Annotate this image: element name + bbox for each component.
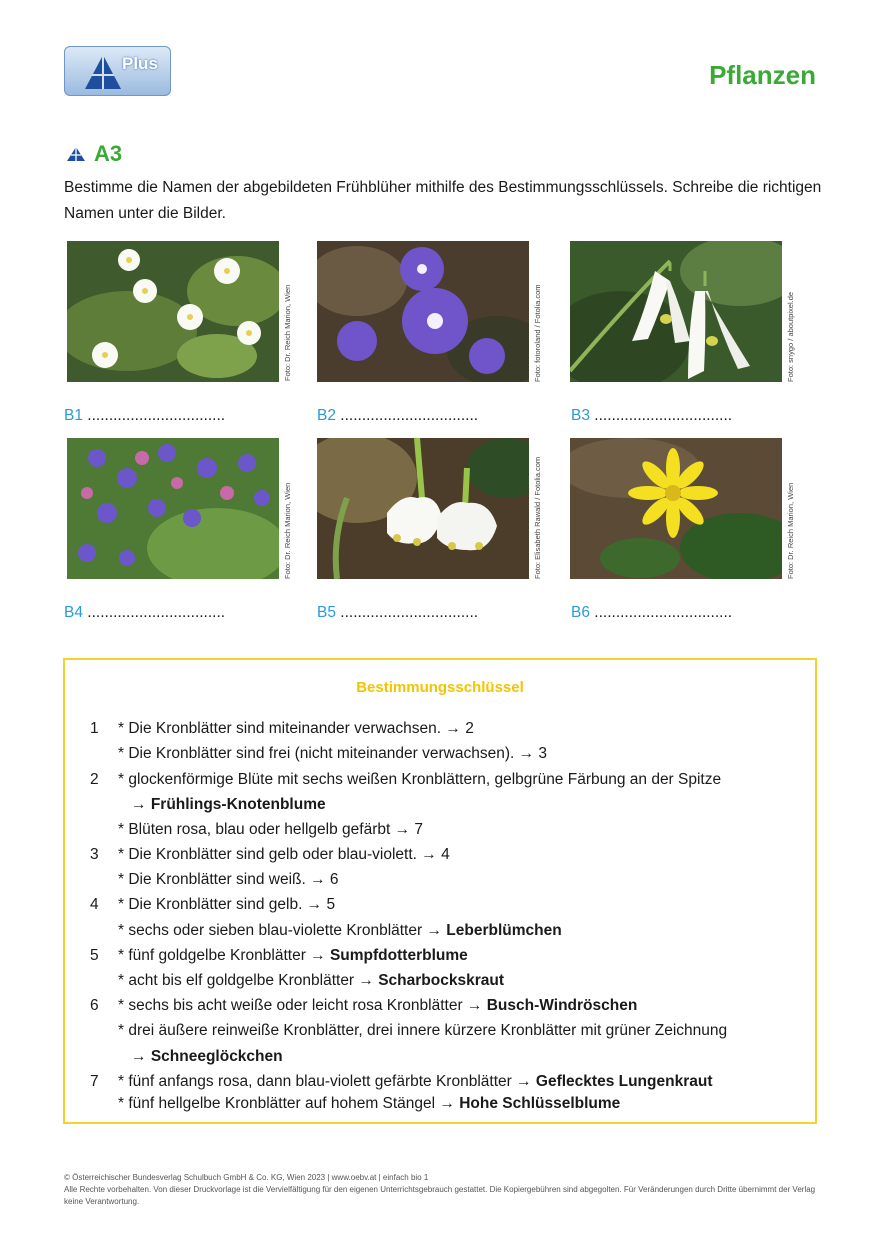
triangle-icon [66, 146, 86, 162]
answer-label: B2 [317, 407, 336, 424]
key-step-number: 1 [90, 720, 99, 737]
answer-line-b1[interactable] [64, 407, 225, 425]
key-row [118, 1073, 712, 1091]
answer-blank: ................................ [87, 407, 226, 424]
photo-b2-hepatica [317, 241, 529, 382]
key-step-number: 7 [90, 1073, 99, 1090]
key-row [118, 720, 474, 738]
task-instruction: Bestimme die Namen der abgebildeten Frühblüher mithilfe des Bestimmungsschlüssels. Schreibe die richtigen Namen unter die Bilder. [64, 179, 822, 222]
footer-copyright: © Österreichischer Bundesverlag Schulbuch GmbH & Co. KG, Wien 2023 | www.oebv.at | einfach bio 1 [64, 1173, 429, 1182]
key-step-number: 6 [90, 997, 99, 1014]
answer-label: B5 [317, 604, 336, 621]
key-row-text: * drei äußere reinweiße Kronblätter, drei innere kürzere Kronblätter mit grüner Zeichnung [118, 1022, 728, 1039]
triangle-logo-icon [83, 53, 123, 91]
key-row [118, 947, 468, 965]
answer-label: B4 [64, 604, 83, 621]
key-row-text: * Blüten rosa, blau oder hellgelb gefärbt → 7 [118, 821, 424, 838]
key-row-text: * sechs oder sieben blau-violette Kronblätter → [118, 922, 447, 939]
key-row-text: * sechs bis acht weiße oder leicht rosa Kronblätter → [118, 997, 487, 1014]
photo-b4-lungwort [67, 438, 279, 579]
footer-rights: Alle Rechte vorbehalten. Von dieser Druckvorlage ist die Vervielfältigung für den eigenen Unterrichtsgebrauch gestattet. Die Kopiergebühren sind abgegolten. Für Veränderungen durch Dritte übernimmt der Verlag keine Verantwortung. [64, 1185, 816, 1206]
key-result-species: Leberblümchen [446, 922, 562, 939]
answer-line-b5[interactable] [317, 604, 478, 622]
key-row [118, 896, 335, 914]
photo-b5-snowflake [317, 438, 529, 579]
photo-credit: Foto: fotoroland / Fotolia.com [533, 284, 542, 382]
answer-line-b6[interactable] [571, 604, 732, 622]
key-row [131, 796, 326, 814]
key-row-text: * fünf goldgelbe Kronblätter → [118, 947, 330, 964]
answer-blank: ................................ [594, 604, 733, 621]
key-row [118, 922, 562, 940]
key-result-species: Busch-Windröschen [486, 997, 638, 1014]
key-row [131, 1048, 283, 1066]
key-row [118, 1022, 727, 1040]
key-row-text: * Die Kronblätter sind gelb oder blau-violett. → 4 [118, 846, 450, 863]
key-step-number: 4 [90, 896, 99, 913]
photo-credit: Foto: Elisabeth Rawald / Fotolia.com [533, 456, 542, 579]
answer-blank: ................................ [87, 604, 226, 621]
answer-label: B6 [571, 604, 590, 621]
key-result-species: Schneeglöckchen [150, 1048, 283, 1065]
photo-credit: Foto: Dr. Reich Marion, Wien [283, 482, 292, 579]
key-step-number: 5 [90, 947, 99, 964]
plus-logo [64, 46, 171, 96]
key-row-text: * fünf hellgelbe Kronblätter auf hohem Stängel → [118, 1095, 460, 1112]
key-row [118, 821, 423, 839]
photo-credit: Foto: Dr. Reich Marion, Wien [283, 284, 292, 381]
key-row [118, 745, 547, 763]
key-row-text: * fünf anfangs rosa, dann blau-violett gefärbte Kronblätter → [118, 1073, 536, 1090]
photo-b3-snowdrop [570, 241, 782, 382]
photo-b6-celandine [570, 438, 782, 579]
key-result-species: Geflecktes Lungenkraut [535, 1073, 713, 1090]
subject-title: Pflanzen [709, 60, 816, 90]
key-row [118, 997, 637, 1015]
key-row [118, 846, 450, 864]
key-row-text: → [131, 796, 151, 813]
task-code: A3 [94, 141, 123, 166]
photo-credit: Foto: Dr. Reich Marion, Wien [786, 482, 795, 579]
key-row [118, 1095, 620, 1113]
key-row-text: * acht bis elf goldgelbe Kronblätter → [118, 972, 379, 989]
key-row-text: * glockenförmige Blüte mit sechs weißen Kronblättern, gelbgrüne Färbung an der Spitze [118, 771, 722, 788]
key-result-species: Scharbockskraut [378, 972, 504, 989]
key-result-species: Frühlings-Knotenblume [150, 796, 326, 813]
answer-line-b3[interactable] [571, 407, 732, 425]
key-row [118, 871, 339, 889]
answer-blank: ................................ [340, 604, 479, 621]
answer-blank: ................................ [340, 407, 479, 424]
key-step-number: 2 [90, 771, 99, 788]
task-header [66, 141, 122, 167]
key-result-species: Sumpfdotterblume [329, 947, 468, 964]
answer-line-b2[interactable] [317, 407, 478, 425]
key-title: Bestimmungsschlüssel [356, 679, 524, 696]
key-row-text: * Die Kronblätter sind gelb. → 5 [118, 896, 336, 913]
key-row-text: * Die Kronblätter sind weiß. → 6 [118, 871, 339, 888]
answer-label: B3 [571, 407, 590, 424]
footer [64, 1172, 824, 1208]
key-row-text: * Die Kronblätter sind frei (nicht miteinander verwachsen). → 3 [118, 745, 548, 762]
key-row [118, 972, 504, 990]
key-step-number: 3 [90, 846, 99, 863]
answer-blank: ................................ [594, 407, 733, 424]
logo-label: Plus [122, 54, 158, 73]
key-row [118, 771, 721, 789]
photo-credit: Foto: snygo / aboutpixel.de [786, 291, 795, 382]
key-result-species: Hohe Schlüsselblume [459, 1095, 621, 1112]
key-row-text: * Die Kronblätter sind miteinander verwachsen. → 2 [118, 720, 474, 737]
key-row-text: → [131, 1048, 151, 1065]
photo-b1-anemone [67, 241, 279, 382]
answer-line-b4[interactable] [64, 604, 225, 622]
answer-label: B1 [64, 407, 83, 424]
